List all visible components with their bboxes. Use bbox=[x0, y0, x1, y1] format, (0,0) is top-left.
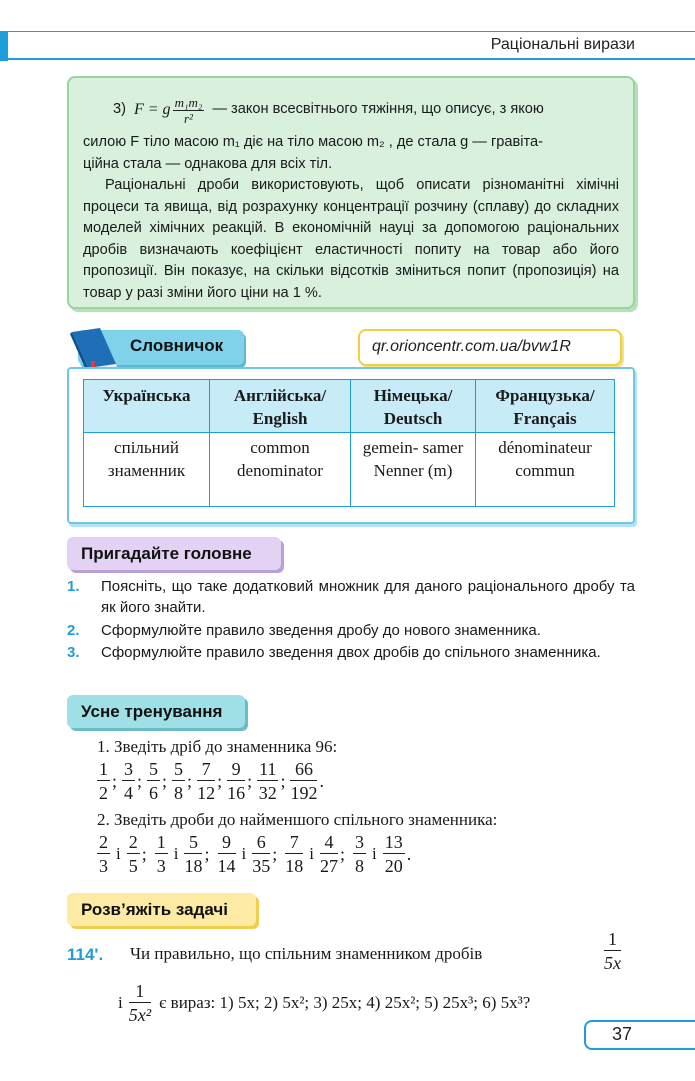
fraction bbox=[155, 833, 168, 875]
page-number: 37 bbox=[612, 1024, 633, 1044]
fraction bbox=[290, 760, 317, 802]
separator: ; bbox=[272, 843, 278, 864]
fraction-denominator: 3 bbox=[156, 856, 166, 876]
fraction-denominator: 35 bbox=[252, 856, 271, 876]
item-prefix: 3) bbox=[113, 101, 126, 118]
fraction-numerator: 66 bbox=[290, 760, 317, 781]
separator: ; bbox=[141, 843, 147, 864]
fraction-denominator: 192 bbox=[290, 783, 318, 803]
fraction-numerator: 1 bbox=[156, 832, 166, 852]
fraction bbox=[122, 760, 135, 802]
fraction-numerator: 5 bbox=[184, 833, 202, 854]
fraction-denominator: 16 bbox=[227, 783, 246, 803]
fraction-numerator: 3 bbox=[124, 759, 134, 779]
fraction-numerator: 9 bbox=[218, 833, 236, 854]
fraction bbox=[383, 833, 405, 875]
formula-line bbox=[83, 90, 619, 130]
fraction-denominator: 18 bbox=[285, 856, 304, 876]
fraction bbox=[172, 760, 185, 802]
fraction-numerator: 4 bbox=[320, 833, 338, 854]
separator: ; bbox=[112, 770, 118, 791]
fraction bbox=[197, 760, 215, 802]
oral-exercise-2: 2. Зведіть дроби до найменшого спільного знаменника: bbox=[97, 810, 498, 829]
col-german: Німецька/ Deutsch bbox=[351, 380, 476, 433]
fraction bbox=[218, 833, 236, 875]
fraction-numerator: 7 bbox=[197, 760, 215, 781]
and-word: і bbox=[309, 844, 314, 863]
formula-description: — закон всесвітнього тяжіння, що описує, з якою bbox=[212, 101, 544, 118]
fraction bbox=[184, 833, 202, 875]
and-word: і bbox=[118, 993, 123, 1012]
rational-fractions-paragraph: Раціональні дроби використовують, щоб описати різноманітні хімічні процеси та явища, від розрахунку концентрації розчину (сплаву) до складних моделей хімічних реакцій. В економічній науці за допомогою раціональних дробів визначають коефіцієнт еластичності попиту на товар або його пропозиції. Він показує, на скільки відсотків зміниться попит (пропозиція) на товар у разі зміни його ціни на 1 %. bbox=[83, 177, 619, 301]
fraction-denominator: 27 bbox=[319, 856, 338, 876]
book-icon bbox=[70, 326, 120, 370]
separator: ; bbox=[339, 843, 345, 864]
problem-line-2-row bbox=[118, 982, 530, 1024]
separator: . bbox=[319, 770, 324, 791]
header-top-rule bbox=[8, 31, 695, 32]
fraction-numerator: 2 bbox=[99, 832, 108, 852]
formula-numerator: m₁m₂ bbox=[174, 94, 203, 110]
fraction-numerator: 1 bbox=[604, 930, 621, 951]
fraction-numerator: 9 bbox=[227, 760, 245, 781]
review-item-1 bbox=[67, 576, 635, 618]
fraction-denominator: 5x² bbox=[128, 1005, 152, 1025]
separator: ; bbox=[247, 770, 253, 791]
separator: ; bbox=[280, 770, 286, 791]
page-number-frame bbox=[584, 1020, 695, 1050]
problems-tab: Розв’яжіть задачі bbox=[67, 893, 256, 926]
and-word: і bbox=[241, 844, 247, 863]
cell-german: gemein- samer Nenner (m) bbox=[351, 433, 476, 507]
and-word: і bbox=[372, 844, 377, 863]
fraction-numerator: 11 bbox=[259, 759, 277, 779]
col-ukrainian: Українська bbox=[84, 380, 210, 433]
cell-french: dénominateur commun bbox=[476, 433, 615, 507]
review-number: 2. bbox=[67, 622, 80, 639]
fraction bbox=[257, 760, 278, 802]
formula-lhs: F = g bbox=[133, 101, 171, 119]
fraction-denominator: 18 bbox=[184, 856, 203, 876]
gravitation-note-box bbox=[67, 76, 635, 309]
fraction-denominator: 12 bbox=[197, 783, 216, 803]
review-text: Поясніть, що таке додатковий множник для даного раціонального дробу та як його знайти. bbox=[101, 578, 635, 616]
oral-training-tab: Усне тренування bbox=[67, 695, 245, 728]
fraction-numerator: 5 bbox=[174, 759, 184, 779]
separator: ; bbox=[162, 770, 168, 791]
problem-fraction-1 bbox=[604, 930, 621, 972]
fraction-denominator: 20 bbox=[384, 856, 403, 876]
fraction bbox=[353, 833, 366, 875]
col-english: Англійська/ English bbox=[210, 380, 351, 433]
separator: ; bbox=[217, 770, 223, 791]
dictionary-table bbox=[83, 379, 615, 507]
fraction-denominator: 2 bbox=[99, 783, 108, 803]
formula-denominator: r² bbox=[183, 110, 193, 126]
fraction-numerator: 7 bbox=[285, 833, 303, 854]
review-text: Сформулюйте правило зведення дробу до нового знаменника. bbox=[101, 622, 541, 639]
header-accent-bar bbox=[0, 31, 8, 61]
header-rule bbox=[8, 58, 695, 60]
and-word: і bbox=[116, 844, 121, 863]
exercise-1-fractions bbox=[97, 760, 329, 802]
fraction-numerator: 5 bbox=[149, 759, 159, 779]
review-text: Сформулюйте правило зведення двох дробів до спільного знаменника. bbox=[101, 644, 601, 661]
col-french: Французька/ Français bbox=[476, 380, 615, 433]
qr-link[interactable]: qr.orioncentr.com.ua/bvw1R bbox=[358, 329, 622, 366]
separator: . bbox=[406, 843, 412, 864]
fraction-denominator: 3 bbox=[99, 856, 108, 876]
dictionary-header-row bbox=[84, 380, 615, 433]
formula-line-3: ційна стала — однакова для всіх тіл. bbox=[83, 155, 333, 172]
fraction bbox=[97, 833, 110, 875]
fraction-denominator: 32 bbox=[258, 783, 277, 803]
fraction bbox=[285, 833, 303, 875]
exercise-2-fractions bbox=[97, 833, 419, 875]
problem-fraction-2 bbox=[129, 982, 151, 1024]
running-header-title: Раціональні вирази bbox=[490, 36, 635, 53]
separator: ; bbox=[204, 843, 210, 864]
cell-ukrainian: спільний знаменник bbox=[84, 433, 210, 507]
review-number: 3. bbox=[67, 644, 80, 661]
fraction bbox=[252, 833, 270, 875]
fraction-numerator: 2 bbox=[128, 832, 138, 852]
oral-exercise-1: 1. Зведіть дріб до знаменника 96: bbox=[97, 737, 338, 756]
problem-line-1: Чи правильно, що спільним знаменником дробів bbox=[130, 944, 483, 963]
fraction-denominator: 6 bbox=[149, 783, 159, 803]
fraction bbox=[127, 833, 140, 875]
dictionary-row bbox=[84, 433, 615, 507]
review-item-3 bbox=[67, 642, 635, 663]
fraction bbox=[147, 760, 160, 802]
review-number: 1. bbox=[67, 578, 80, 595]
dictionary-label: Словничок bbox=[130, 336, 224, 355]
fraction bbox=[227, 760, 245, 802]
fraction-numerator: 3 bbox=[355, 832, 364, 852]
fraction-numerator: 1 bbox=[129, 982, 151, 1003]
review-section-tab: Пригадайте головне bbox=[67, 537, 281, 570]
cell-english: common denominator bbox=[210, 433, 351, 507]
fraction bbox=[320, 833, 338, 875]
separator: ; bbox=[187, 770, 193, 791]
fraction-denominator: 8 bbox=[355, 856, 364, 876]
review-item-2 bbox=[67, 620, 635, 641]
fraction-numerator: 1 bbox=[99, 759, 108, 779]
fraction bbox=[97, 760, 110, 802]
fraction-numerator: 13 bbox=[384, 832, 403, 852]
fraction-denominator: 5 bbox=[128, 856, 138, 876]
fraction-denominator: 8 bbox=[174, 783, 184, 803]
fraction-denominator: 14 bbox=[217, 856, 236, 876]
fraction-numerator: 6 bbox=[252, 833, 270, 854]
fraction-denominator: 4 bbox=[124, 783, 134, 803]
fraction-denominator: 5x bbox=[604, 953, 621, 973]
problem-number: 114'. bbox=[67, 945, 104, 964]
separator: ; bbox=[137, 770, 143, 791]
formula-line-2: силою F тіло масою m₁ діє на тіло масою m₂ , де стала g — гравіта- bbox=[83, 134, 544, 150]
formula-fraction bbox=[173, 96, 205, 125]
problem-line-2: є вираз: 1) 5x; 2) 5x²; 3) 25x; 4) 25x²; 5) 25x³; 6) 5x³? bbox=[159, 993, 531, 1012]
and-word: і bbox=[173, 844, 179, 863]
